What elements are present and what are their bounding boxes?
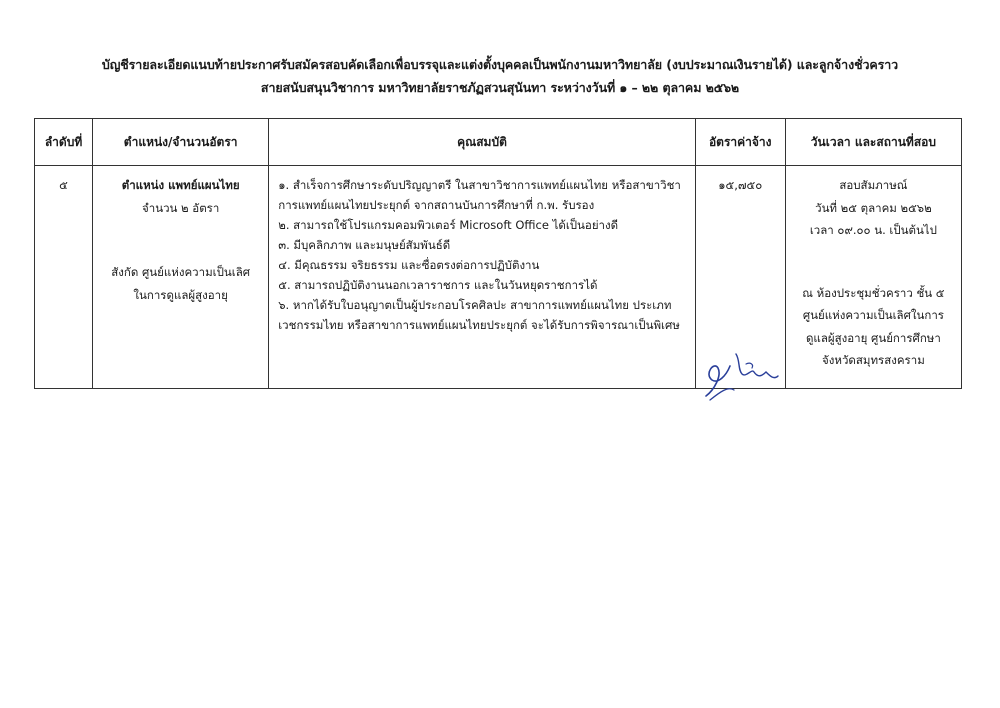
qualification-line: ๕. สามารถปฏิบัติงานนอกเวลาราชการ และในวันหยุดราชการได้: [278, 278, 598, 292]
qualification-line: ๖. หากได้รับใบอนุญาตเป็นผู้ประกอบโรคศิลปะ สาขาการแพทย์แผนไทย ประเภท: [278, 298, 672, 312]
position-title: ตำแหน่ง แพทย์แผนไทย: [121, 178, 240, 192]
qualification-line: ๑. สำเร็จการศึกษาระดับปริญญาตรี ในสาขาวิชาการแพทย์แผนไทย หรือสาขาวิชา: [278, 178, 681, 192]
document-title-line-2: สายสนับสนุนวิชาการ มหาวิทยาลัยราชภัฏสวนสุนันทา ระหว่างวันที่ ๑ – ๒๒ ตุลาคม ๒๕๖๒: [260, 80, 740, 95]
qualification-line: เวชกรรมไทย หรือสาขาการแพทย์แผนไทยประยุกต์ จะได้รับการพิจารณาเป็นพิเศษ: [278, 318, 680, 332]
wage-cell: ๑๕,๗๕๐: [695, 166, 785, 389]
header-wage: อัตราค่าจ้าง: [695, 119, 785, 166]
exam-place-line-4: จังหวัดสมุทรสงคราม: [822, 353, 925, 367]
position-count: จำนวน ๒ อัตรา: [142, 200, 220, 215]
exam-time: เวลา ๐๙.๐๐ น. เป็นต้นไป: [809, 223, 937, 237]
table-row: [35, 166, 962, 389]
exam-type: สอบสัมภาษณ์: [839, 178, 908, 192]
header-position: ตำแหน่ง/จำนวนอัตรา: [93, 119, 269, 166]
handwritten-signature: [696, 346, 782, 402]
exam-place-line-1: ณ ห้องประชุมชั่วคราว ชั้น ๕: [802, 285, 945, 300]
position-cell: [93, 166, 269, 389]
qualification-line: ๓. มีบุคลิกภาพ และมนุษย์สัมพันธ์ดี: [278, 238, 451, 252]
qualifications-cell: [269, 166, 695, 389]
row-number: ๕: [35, 166, 93, 389]
table-header-row: [35, 119, 962, 166]
qualification-line: ๒. สามารถใช้โปรแกรมคอมพิวเตอร์ Microsoft Office ได้เป็นอย่างดี: [278, 218, 619, 232]
recruitment-table: [34, 118, 962, 389]
affiliation-line-2: ในการดูแลผู้สูงอายุ: [133, 287, 228, 302]
exam-cell: [785, 166, 961, 389]
exam-date: วันที่ ๒๕ ตุลาคม ๒๕๖๒: [815, 200, 932, 215]
qualification-line: ๔. มีคุณธรรม จริยธรรม และซื่อตรงต่อการปฏิบัติงาน: [278, 258, 540, 272]
qualifications-list: [270, 167, 693, 335]
header-qualifications: คุณสมบัติ: [269, 119, 695, 166]
header-no: ลำดับที่: [35, 119, 93, 166]
affiliation-line-1: สังกัด ศูนย์แห่งความเป็นเลิศ: [111, 265, 251, 279]
exam-place-line-3: ดูแลผู้สูงอายุ ศูนย์การศึกษา: [805, 330, 941, 345]
qualification-line: การแพทย์แผนไทยประยุกต์ จากสถานบันการศึกษาที่ ก.พ. รับรอง: [278, 198, 595, 212]
header-schedule: วันเวลา และสถานที่สอบ: [785, 119, 961, 166]
exam-place-line-2: ศูนย์แห่งความเป็นเลิศในการ: [802, 308, 944, 322]
document-title-line-1: บัญชีรายละเอียดแนบท้ายประกาศรับสมัครสอบคัดเลือกเพื่อบรรจุและแต่งตั้งบุคคลเป็นพนักงานมหาวิทยาลัย (งบประมาณเงินรายได้) และลูกจ้างชั่วคราว: [101, 57, 899, 72]
